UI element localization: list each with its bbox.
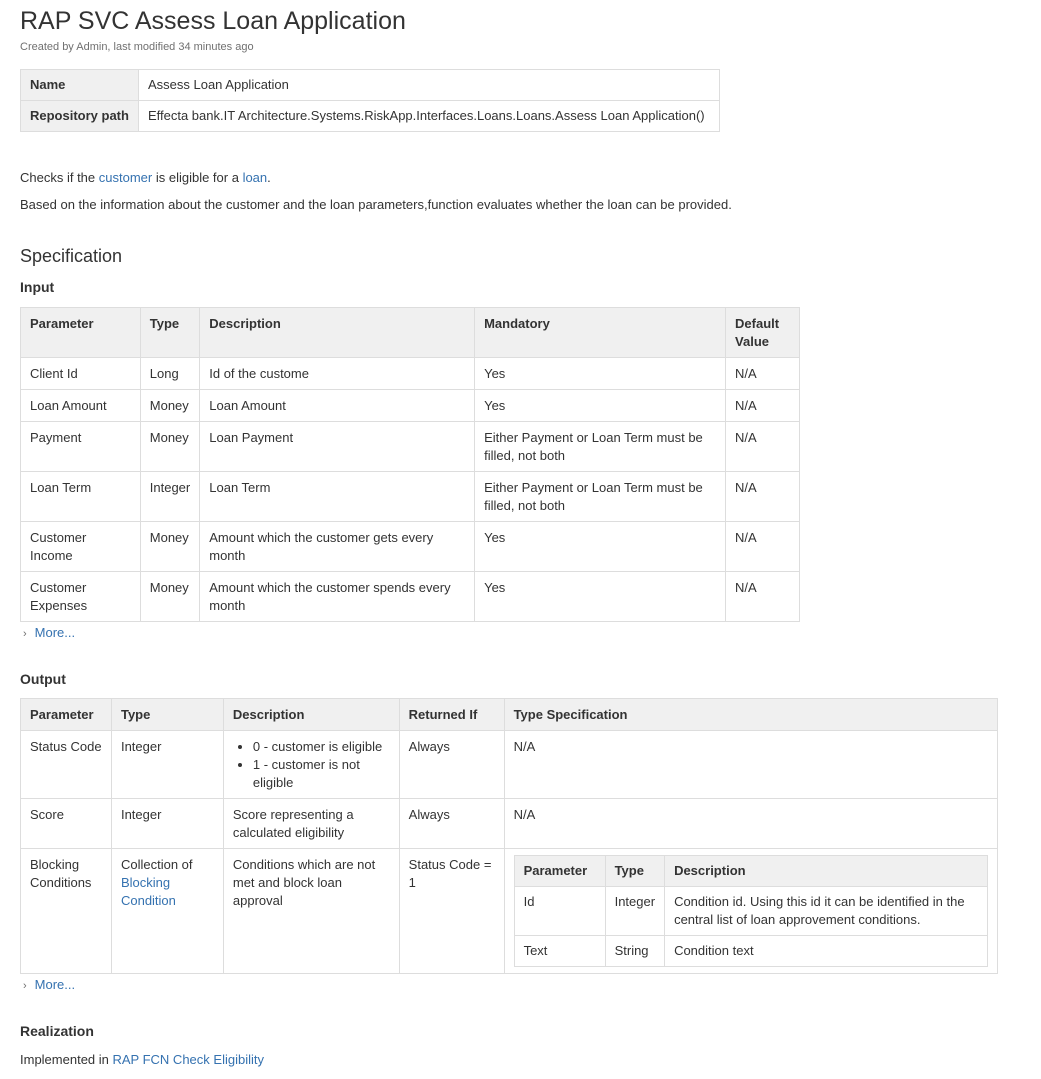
page-title: RAP SVC Assess Loan Application xyxy=(20,7,406,35)
table-cell: Customer Income xyxy=(21,522,141,572)
collection-of-text: Collection of xyxy=(120,857,193,872)
table-cell: Yes xyxy=(475,522,726,572)
nested-header-description: Description xyxy=(665,856,988,887)
nested-header-row xyxy=(514,856,987,887)
repository-path-label: Repository path xyxy=(21,101,139,132)
input-header-description: Description xyxy=(200,308,475,358)
intro-text-before: Checks if the xyxy=(20,170,99,185)
description-paragraph: Based on the information about the customer and the loan parameters,function evaluates whether the loan can be provided. xyxy=(20,197,732,212)
table-cell: Id xyxy=(514,887,605,936)
nested-header-type: Type xyxy=(605,856,664,887)
list-item: • 1 - customer is not eligible xyxy=(253,756,390,792)
table-cell: Text xyxy=(514,936,605,967)
implementation-link[interactable]: RAP FCN Check Eligibility xyxy=(112,1052,264,1067)
table-cell: Conditions which are not met and block loan approval xyxy=(223,849,399,974)
properties-row-repository xyxy=(21,101,720,132)
table-cell: Amount which the customer spends every month xyxy=(200,572,475,622)
intro-paragraph xyxy=(20,169,1021,187)
table-row xyxy=(514,936,987,967)
table-cell: Loan Term xyxy=(200,472,475,522)
table-row xyxy=(21,731,998,799)
chevron-right-icon: › xyxy=(23,628,27,640)
table-row xyxy=(21,422,800,472)
realization-paragraph xyxy=(20,1051,1021,1069)
output-header-row xyxy=(21,699,998,731)
table-cell: Condition text xyxy=(665,936,988,967)
table-row xyxy=(21,572,800,622)
output-header-type-specification: Type Specification xyxy=(504,699,997,731)
table-cell: N/A xyxy=(726,522,800,572)
table-cell: Payment xyxy=(21,422,141,472)
table-cell: Either Payment or Loan Term must be filled, not both xyxy=(475,422,726,472)
table-row xyxy=(21,390,800,422)
table-cell: N/A xyxy=(726,472,800,522)
loan-link[interactable]: loan xyxy=(242,170,268,185)
table-cell: Loan Term xyxy=(21,472,141,522)
table-cell: Either Payment or Loan Term must be filled, not both xyxy=(475,472,726,522)
list-item: • 0 - customer is eligible xyxy=(253,738,390,756)
table-cell: N/A xyxy=(726,358,800,390)
input-header-default-value: Default Value xyxy=(726,308,800,358)
input-more-expander[interactable] xyxy=(20,624,1021,642)
input-more-link[interactable]: More... xyxy=(34,625,76,640)
blocking-condition-link[interactable]: Blocking Condition xyxy=(120,875,176,908)
customer-link[interactable]: customer xyxy=(98,170,153,185)
implemented-in-text: Implemented in xyxy=(20,1052,113,1067)
table-cell: Loan Amount xyxy=(21,390,141,422)
table-cell: Integer xyxy=(140,472,199,522)
output-header-description: Description xyxy=(223,699,399,731)
name-value: Assess Loan Application xyxy=(138,70,719,101)
intro-text-middle: is eligible for a xyxy=(152,170,243,185)
specification-heading: Specification xyxy=(20,246,123,266)
table-cell: Loan Amount xyxy=(200,390,475,422)
table-cell: N/A xyxy=(504,731,997,799)
table-cell: Score xyxy=(21,799,112,849)
table-row xyxy=(514,887,987,936)
table-row xyxy=(21,799,998,849)
table-cell: Blocking Conditions xyxy=(21,849,112,974)
table-cell: Money xyxy=(140,572,199,622)
output-heading: Output xyxy=(20,671,66,687)
table-cell: Id of the custome xyxy=(200,358,475,390)
table-cell: Customer Expenses xyxy=(21,572,141,622)
table-cell: Always xyxy=(399,731,504,799)
table-cell: Yes xyxy=(475,390,726,422)
table-cell: Condition id. Using this id it can be identified in the central list of loan approvement conditions. xyxy=(665,887,988,936)
table-cell: Yes xyxy=(475,572,726,622)
table-cell xyxy=(111,849,223,974)
page-metadata: Created by Admin, last modified 34 minutes ago xyxy=(20,41,254,53)
output-header-returned-if: Returned If xyxy=(399,699,504,731)
input-header-type: Type xyxy=(140,308,199,358)
output-header-type: Type xyxy=(111,699,223,731)
input-table xyxy=(20,307,800,622)
table-cell: Money xyxy=(140,422,199,472)
input-header-row xyxy=(21,308,800,358)
status-code-values-list xyxy=(233,738,390,792)
table-row xyxy=(21,358,800,390)
repository-path-value: Effecta bank.IT Architecture.Systems.RiskApp.Interfaces.Loans.Loans.Assess Loan Application() xyxy=(138,101,719,132)
table-cell: Integer xyxy=(605,887,664,936)
input-header-mandatory: Mandatory xyxy=(475,308,726,358)
table-cell: N/A xyxy=(504,799,997,849)
table-cell: Status Code = 1 xyxy=(399,849,504,974)
chevron-right-icon: › xyxy=(23,980,27,992)
table-cell: Always xyxy=(399,799,504,849)
output-header-parameter: Parameter xyxy=(21,699,112,731)
table-row xyxy=(21,522,800,572)
properties-table xyxy=(20,69,720,132)
table-cell: Money xyxy=(140,390,199,422)
table-cell: Money xyxy=(140,522,199,572)
properties-row-name xyxy=(21,70,720,101)
table-cell: Integer xyxy=(111,799,223,849)
output-more-expander[interactable] xyxy=(20,976,1021,994)
table-cell: Loan Payment xyxy=(200,422,475,472)
output-more-link[interactable]: More... xyxy=(34,977,76,992)
table-cell: N/A xyxy=(726,390,800,422)
table-cell: Client Id xyxy=(21,358,141,390)
intro-text-after: . xyxy=(267,170,271,185)
table-cell: Amount which the customer gets every month xyxy=(200,522,475,572)
table-row xyxy=(21,472,800,522)
input-heading: Input xyxy=(20,279,55,295)
input-header-parameter: Parameter xyxy=(21,308,141,358)
table-cell: Status Code xyxy=(21,731,112,799)
output-table xyxy=(20,698,998,974)
realization-heading: Realization xyxy=(20,1023,94,1039)
table-row xyxy=(21,849,998,974)
nested-header-parameter: Parameter xyxy=(514,856,605,887)
table-cell xyxy=(504,849,997,974)
table-cell: String xyxy=(605,936,664,967)
table-cell: N/A xyxy=(726,572,800,622)
blocking-condition-nested-table xyxy=(514,855,988,967)
table-cell: Score representing a calculated eligibility xyxy=(223,799,399,849)
table-cell: Yes xyxy=(475,358,726,390)
name-label: Name xyxy=(21,70,139,101)
table-cell: N/A xyxy=(726,422,800,472)
table-cell: Integer xyxy=(111,731,223,799)
table-cell: Long xyxy=(140,358,199,390)
table-cell xyxy=(223,731,399,799)
